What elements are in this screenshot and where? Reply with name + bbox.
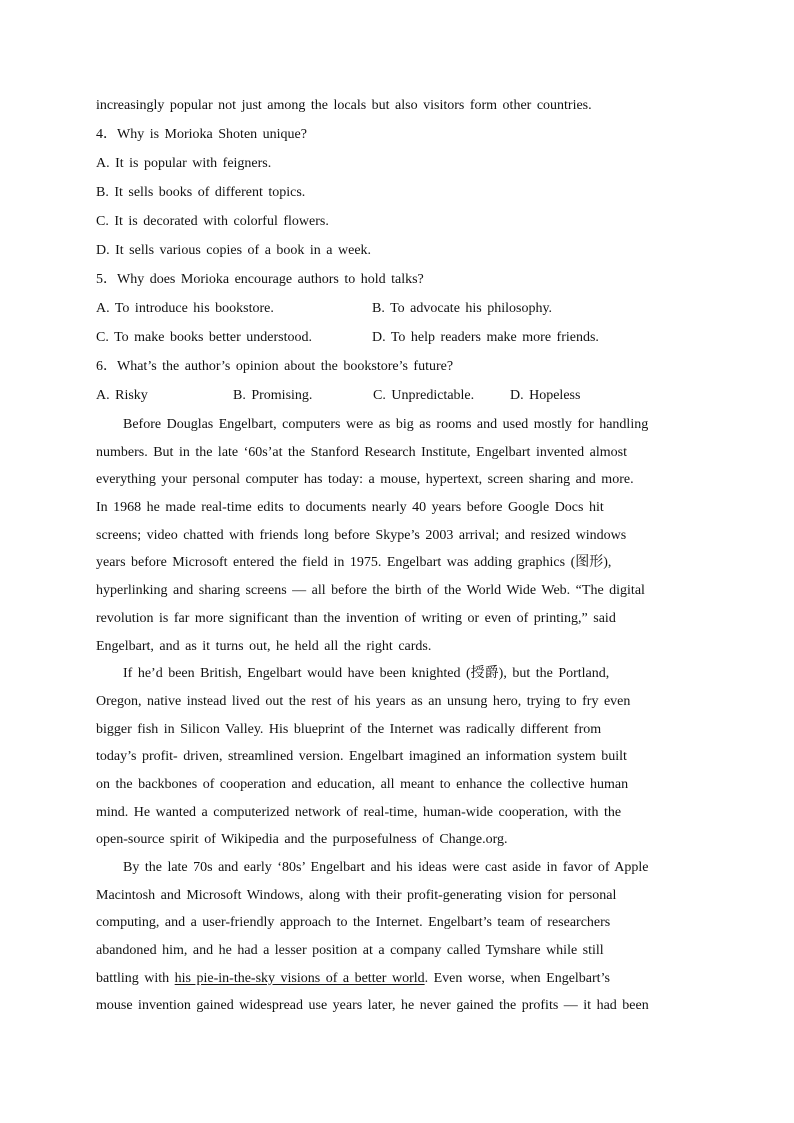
paragraph-line: everything your personal computer has today: a mouse, hypertext, screen sharing and more.	[96, 472, 634, 488]
question-4-stem: 4．Why is Morioka Shoten unique?	[96, 127, 307, 142]
question-6-option-d: D. Hopeless	[510, 388, 581, 403]
paragraph-line: revolution is far more significant than the invention of writing or even of printing,” said	[96, 610, 616, 626]
question-6-options-row	[96, 386, 696, 415]
text-before-underline: battling with	[96, 970, 175, 986]
paragraph-line: abandoned him, and he had a lesser position at a company called Tymshare while still	[96, 943, 604, 959]
paragraph-line: By the late 70s and early ‘80s’ Engelbart and his ideas were cast aside in favor of Apple	[123, 860, 649, 875]
paragraph-line: today’s profit- driven, streamlined version. Engelbart imagined an information system built	[96, 749, 627, 765]
question-6-option-b: B. Promising.	[233, 388, 313, 403]
question-6-option-a: A. Risky	[96, 388, 148, 403]
question-5-options-row-1	[96, 299, 696, 328]
paragraph-line: If he’d been British, Engelbart would have been knighted (授爵), but the Portland,	[123, 666, 610, 682]
paragraph-line: hyperlinking and sharing screens — all before the birth of the World Wide Web. “The digital	[96, 583, 645, 599]
question-5-option-c: C. To make books better understood.	[96, 330, 313, 345]
paragraph-3	[96, 858, 696, 1024]
paragraph-line: on the backbones of cooperation and education, all meant to enhance the collective human	[96, 776, 629, 792]
question-5-option-d: D. To help readers make more friends.	[372, 330, 599, 345]
question-4-option-d: D. It sells various copies of a book in a week.	[96, 243, 372, 258]
underlined-phrase: his pie-in-the-sky visions of a better world	[174, 970, 425, 986]
paragraph-line: mind. He wanted a computerized network of real-time, human-wide cooperation, with the	[96, 804, 622, 820]
paragraph-line: open-source spirit of Wikipedia and the purposefulness of Change.org.	[96, 832, 508, 848]
paragraph-line: Macintosh and Microsoft Windows, along with their profit-generating vision for personal	[96, 887, 617, 903]
question-5-options-row-2	[96, 328, 696, 357]
question-4-option-c: C. It is decorated with colorful flowers.	[96, 214, 329, 229]
paragraph-line	[96, 969, 696, 997]
paragraph-line: Engelbart, and as it turns out, he held all the right cards.	[96, 638, 432, 654]
paragraph-line: Before Douglas Engelbart, computers were as big as rooms and used mostly for handling	[123, 417, 649, 432]
paragraph-2	[96, 664, 696, 858]
question-4-option-a: A. It is popular with feigners.	[96, 156, 272, 171]
document-page	[96, 96, 696, 1024]
question-5-stem: 5．Why does Morioka encourage authors to hold talks?	[96, 272, 424, 287]
paragraph-line: numbers. But in the late ‘60s’at the Stanford Research Institute, Engelbart invented almost	[96, 444, 627, 460]
passage-continuation-line: increasingly popular not just among the locals but also visitors form other countries.	[96, 98, 592, 113]
paragraph-line: In 1968 he made real-time edits to documents nearly 40 years before Google Docs hit	[96, 500, 604, 516]
paragraph-line: screens; video chatted with friends long before Skype’s 2003 arrival; and resized windows	[96, 527, 627, 543]
paragraph-line: years before Microsoft entered the field in 1975. Engelbart was adding graphics (图形),	[96, 555, 612, 571]
question-4-option-b: B. It sells books of different topics.	[96, 185, 306, 200]
paragraph-line: mouse invention gained widespread use years later, he never gained the profits — it had been	[96, 998, 649, 1014]
paragraph-line: bigger fish in Silicon Valley. His blueprint of the Internet was radically different from	[96, 721, 602, 737]
text-after-underline: . Even worse, when Engelbart’s	[424, 970, 610, 986]
question-6-stem: 6．What’s the author’s opinion about the bookstore’s future?	[96, 359, 454, 374]
question-5-option-b: B. To advocate his philosophy.	[372, 301, 553, 316]
question-5-option-a: A. To introduce his bookstore.	[96, 301, 274, 316]
paragraph-line: Oregon, native instead lived out the rest of his years as an unsung hero, trying to fry even	[96, 693, 631, 709]
question-6-option-c: C. Unpredictable.	[373, 388, 475, 403]
paragraph-1	[96, 415, 696, 664]
paragraph-line: computing, and a user-friendly approach to the Internet. Engelbart’s team of researchers	[96, 915, 611, 931]
